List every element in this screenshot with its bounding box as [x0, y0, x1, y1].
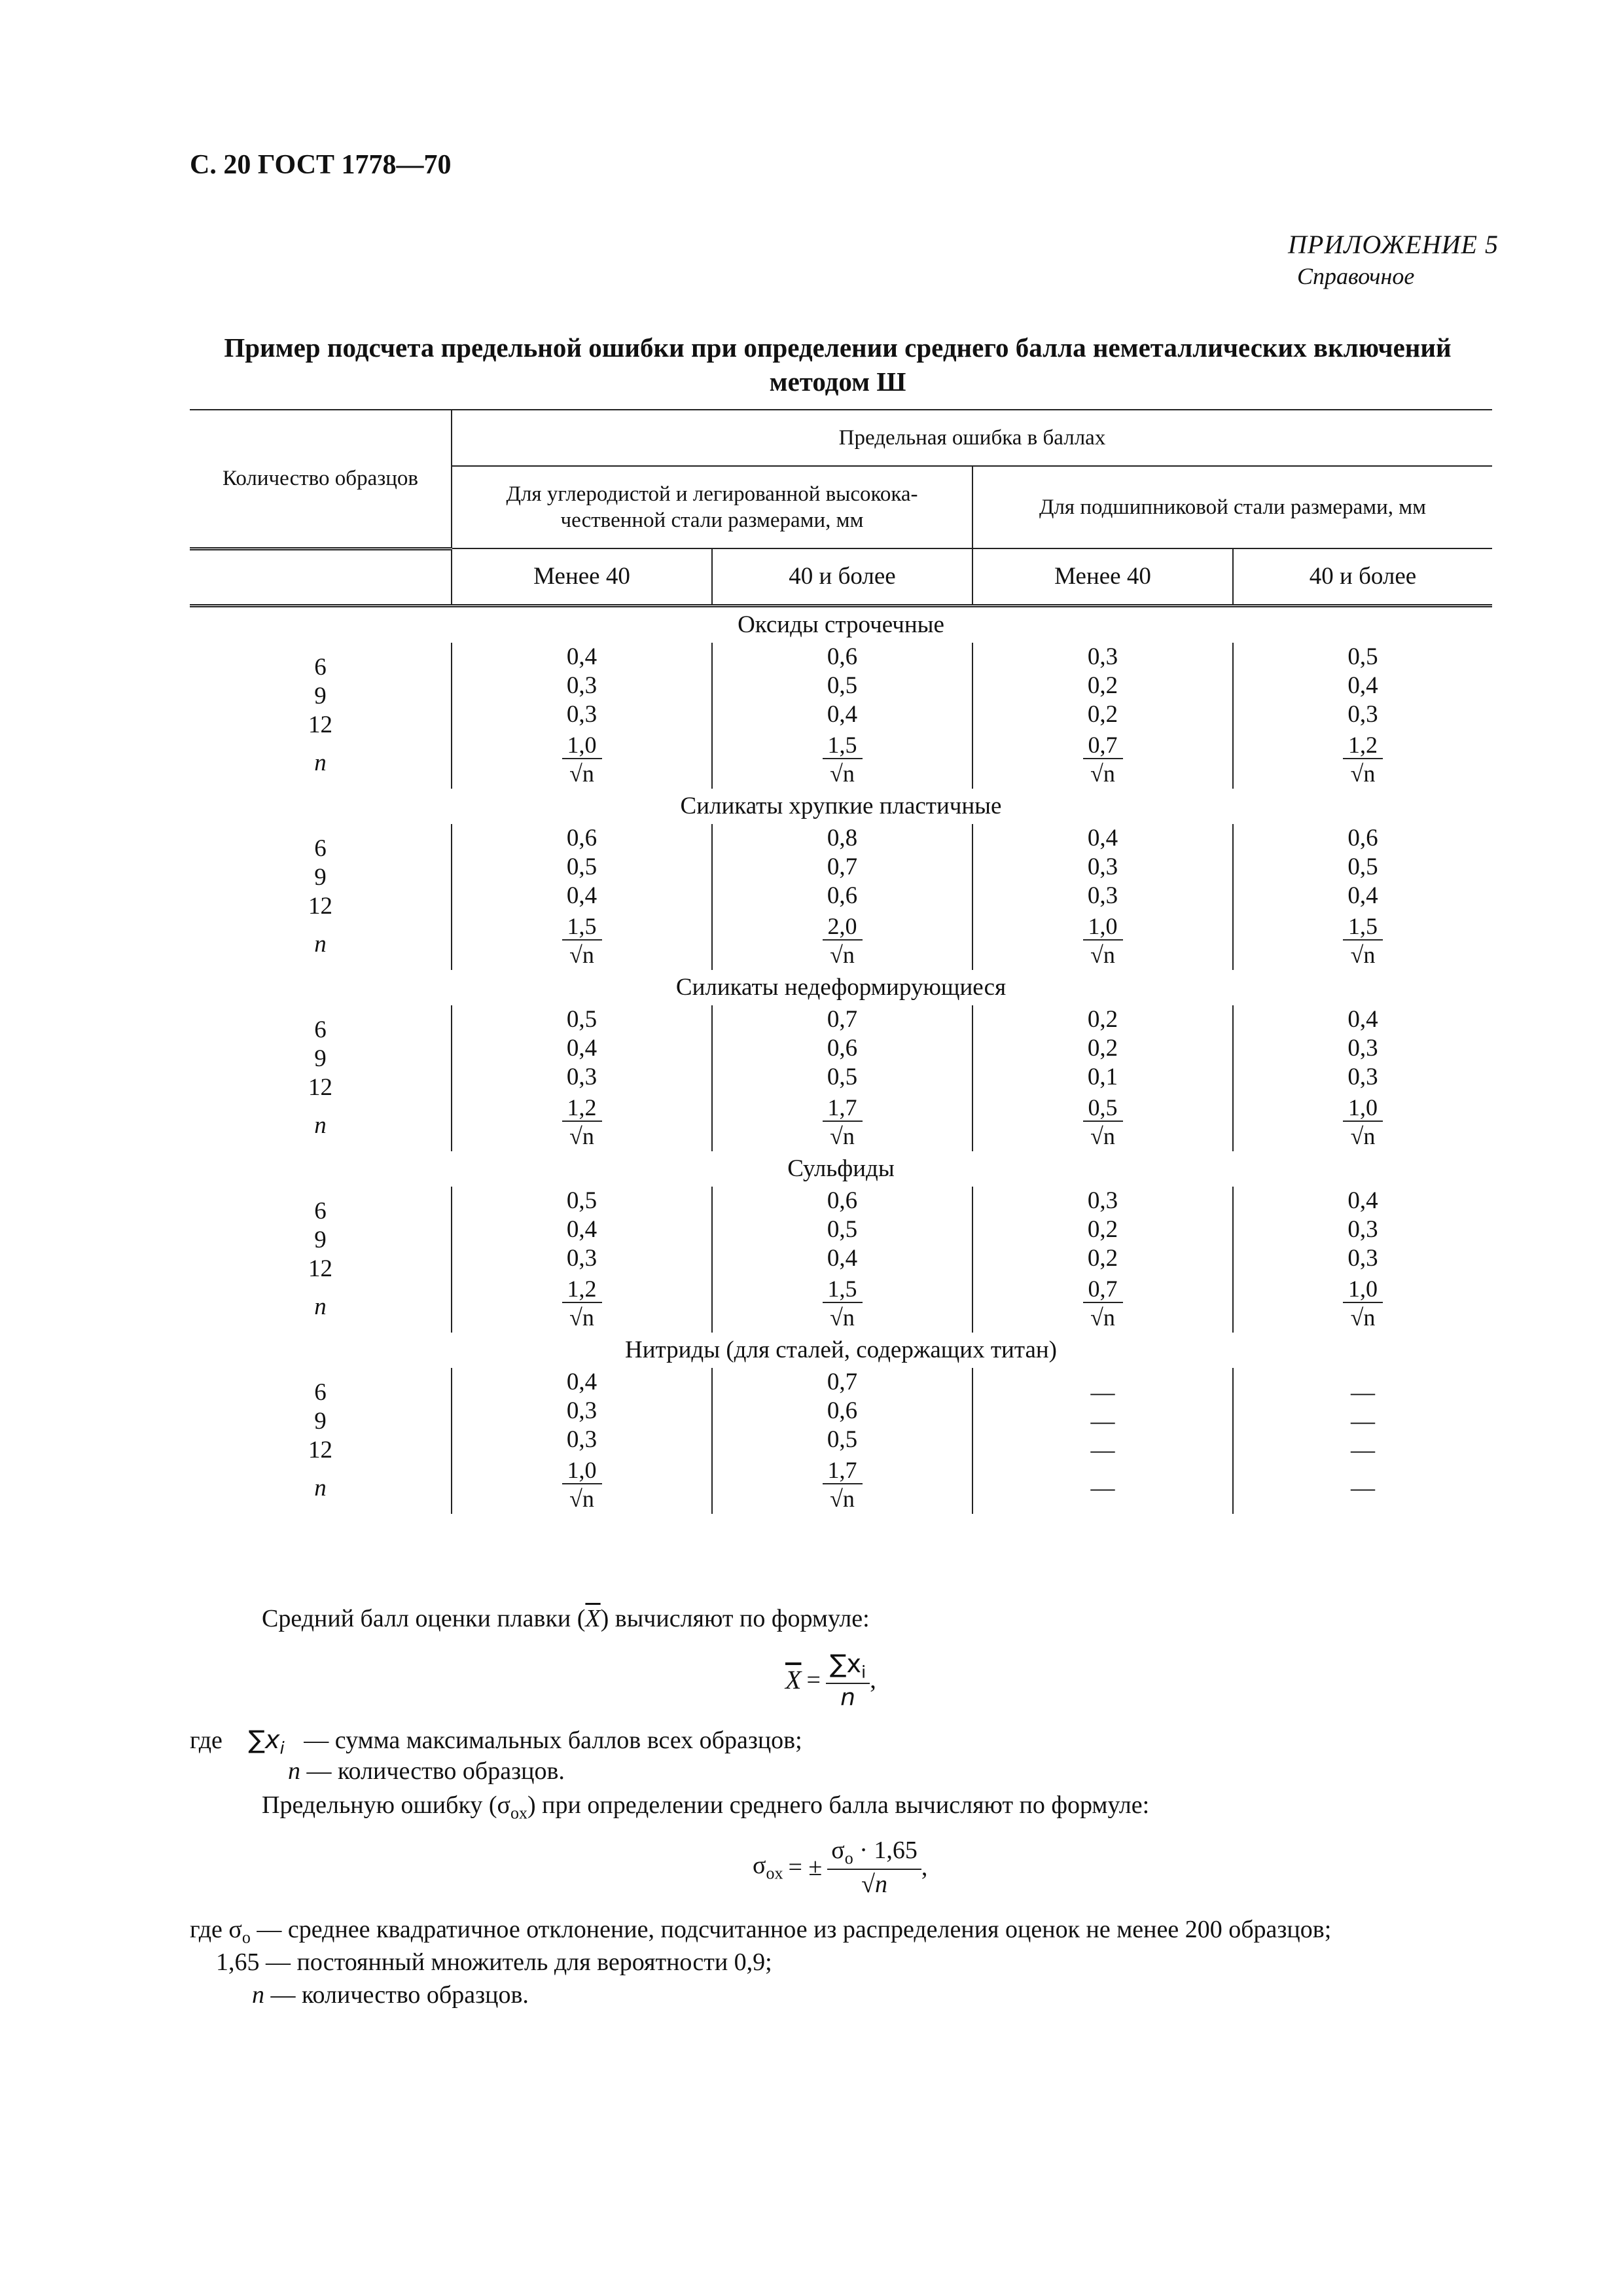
error-value: 0,6: [566, 824, 597, 852]
error-fraction: [1083, 1276, 1123, 1332]
fraction-numerator: 1,2: [562, 1276, 602, 1303]
header-limit-error: Предельная ошибка в баллах: [452, 410, 1492, 466]
fraction-denominator: √n: [1350, 1304, 1376, 1331]
error-value: 0,3: [1347, 1063, 1378, 1090]
fraction-denominator: √n: [569, 1122, 594, 1149]
error-value: 0,4: [566, 1034, 597, 1062]
empty-dash: —: [1090, 1475, 1115, 1501]
p1-start: Средний балл оценки плавки (: [262, 1605, 586, 1632]
error-fraction: [1343, 1276, 1383, 1332]
n-label: n: [314, 1112, 327, 1139]
fraction-denominator: √n: [830, 1304, 855, 1331]
error-fraction: [1083, 913, 1123, 969]
error-fraction: [562, 1457, 602, 1513]
empty-dash: —: [1351, 1475, 1375, 1501]
fraction-denominator: √n: [1350, 1122, 1376, 1149]
appendix-note: Справочное: [1297, 263, 1415, 289]
error-value: 0,4: [566, 643, 597, 670]
fraction-denominator: √n: [830, 941, 855, 968]
fraction-denominator: √n: [830, 1485, 855, 1512]
error-fraction: [823, 1094, 863, 1151]
section-title: Нитриды (для сталей, содержащих титан): [624, 1336, 1057, 1363]
where1-sub: i: [279, 1738, 285, 1759]
header-bearing-steel: Для подшипниковой стали размерами, мм: [972, 466, 1492, 548]
count-cell: [190, 1368, 452, 1514]
f1-sub: i: [861, 1662, 866, 1683]
error-value: —: [1090, 1437, 1115, 1463]
error-value: 0,6: [827, 643, 858, 670]
fraction-denominator: √n: [1090, 941, 1115, 968]
title-line-1: Пример подсчета предельной ошибки при определении среднего балла неметаллических включений: [224, 332, 1452, 363]
paragraph-limit-error: [262, 1790, 1149, 1829]
section-title: Сульфиды: [787, 1155, 895, 1182]
error-value: 0,4: [566, 1368, 597, 1395]
sample-count: 12: [308, 1437, 332, 1463]
section-title: Силикаты недеформирующиеся: [675, 974, 1007, 1001]
f2-num-sub: o: [844, 1848, 853, 1868]
error-value: 0,3: [1087, 1187, 1118, 1214]
error-fraction: [1343, 1094, 1383, 1151]
error-value: 0,3: [566, 672, 597, 699]
error-fraction: [823, 1276, 863, 1332]
where1-n-desc: — количество образцов.: [306, 1757, 565, 1785]
error-value: 0,5: [1347, 643, 1378, 670]
error-value: 0,3: [566, 1063, 597, 1090]
subheader-1: Менее 40: [452, 548, 712, 605]
error-value: 0,4: [566, 882, 597, 909]
value-cell: [452, 643, 712, 789]
count-cell: [190, 1005, 452, 1151]
n-label: n: [314, 1475, 327, 1501]
section-title: Оксиды строчечные: [738, 611, 944, 638]
appendix-number: ПРИЛОЖЕНИЕ 5: [1288, 230, 1499, 259]
where1-n: n: [288, 1757, 300, 1785]
error-value: 0,3: [566, 1426, 597, 1453]
where1-sym: ∑x: [248, 1725, 280, 1754]
sample-count: 6: [314, 654, 327, 681]
sample-count: 6: [314, 1016, 327, 1043]
fraction-denominator: √n: [569, 1485, 594, 1512]
count-cell: [190, 1187, 452, 1333]
sample-count: 6: [314, 1198, 327, 1225]
value-cell: [712, 824, 972, 970]
where1-desc: — сумма максимальных баллов всех образцов;: [304, 1727, 802, 1754]
error-value: 0,7: [827, 1368, 858, 1395]
count-cell: [190, 824, 452, 970]
table-row: [190, 1187, 1492, 1333]
value-cell: [972, 1005, 1233, 1151]
fraction-denominator: √n: [1350, 941, 1376, 968]
f2-den: √n: [861, 1870, 888, 1898]
error-fraction: [562, 1094, 602, 1151]
value-cell: [452, 1368, 712, 1514]
fraction-numerator: 0,5: [1083, 1094, 1123, 1122]
error-value: 0,3: [1347, 1244, 1378, 1272]
title-line-2: методом Ш: [769, 367, 906, 397]
fraction-numerator: 1,5: [562, 913, 602, 941]
error-value: 0,8: [827, 824, 858, 852]
value-cell: [1233, 643, 1492, 789]
error-fraction: [823, 732, 863, 788]
f2-num: σ: [831, 1837, 845, 1864]
value-cell: [972, 1368, 1233, 1514]
fraction-denominator: √n: [569, 1304, 594, 1331]
fraction-denominator: √n: [569, 941, 594, 968]
f2-lhs-sub: ox: [766, 1863, 783, 1883]
where2-pre: где σ: [190, 1916, 242, 1943]
sample-count: 9: [314, 1045, 327, 1072]
error-value: 0,3: [1347, 1034, 1378, 1062]
error-fraction: [1343, 913, 1383, 969]
value-cell: [712, 643, 972, 789]
where-n: [288, 1756, 565, 1786]
where-constant: 1,65 — постоянный множитель для вероятности 0,9;: [216, 1948, 772, 1976]
f2-num-rest: · 1,65: [859, 1837, 918, 1864]
fraction-numerator: 2,0: [823, 913, 863, 941]
f2-lhs: σ: [753, 1852, 766, 1879]
error-value: 0,5: [827, 1063, 858, 1090]
fraction-denominator: √n: [1350, 760, 1376, 787]
error-value: 0,5: [827, 672, 858, 699]
error-value: 0,4: [566, 1215, 597, 1243]
p1-end: ) вычисляют по формуле:: [600, 1605, 870, 1632]
value-cell: [972, 1187, 1233, 1333]
table-row: [190, 1368, 1492, 1514]
fraction-numerator: 1,0: [1343, 1276, 1383, 1303]
error-value: 0,3: [566, 700, 597, 728]
fraction-numerator: 1,2: [1343, 732, 1383, 759]
where1-pre: где: [190, 1727, 223, 1754]
n-label: n: [314, 749, 327, 776]
error-fraction: [1083, 1094, 1123, 1151]
fraction-numerator: 1,5: [1343, 913, 1383, 941]
subheader-2: 40 и более: [712, 548, 972, 605]
value-cell: [1233, 1368, 1492, 1514]
value-cell: [972, 643, 1233, 789]
value-cell: [1233, 824, 1492, 970]
fraction-numerator: 0,7: [1083, 1276, 1123, 1303]
p2-start: Предельную ошибку (σ: [262, 1791, 511, 1819]
error-value: 0,4: [1347, 1187, 1378, 1214]
f1-den: n: [840, 1683, 855, 1711]
error-value: 0,3: [1087, 882, 1118, 909]
p1-var: $\overline{X}$: [585, 1605, 601, 1632]
n-label: n: [314, 1293, 327, 1320]
value-cell: [712, 1368, 972, 1514]
error-value: 0,1: [1087, 1063, 1118, 1090]
error-value: —: [1090, 1379, 1115, 1406]
formula-mean: $\overline{X}$ = $\frac{\sum x_i}{n}$ ,: [785, 1649, 876, 1711]
where2-n-desc: — количество образцов.: [270, 1981, 529, 2009]
f1-lhs: $\overline{X}$: [785, 1665, 802, 1695]
error-value: 0,5: [566, 853, 597, 880]
fraction-denominator: √n: [830, 1122, 855, 1149]
page-header: С. 20 ГОСТ 1778—70: [190, 150, 452, 180]
sample-count: 12: [308, 711, 332, 738]
appendix-label: [1288, 229, 1499, 290]
p2-end: ) при определении среднего балла вычисляют по формуле:: [527, 1791, 1150, 1819]
header-carbon-steel: Для углеродистой и легированной высокока- чественной стали размерами, мм: [452, 466, 972, 548]
header-empty: [190, 548, 452, 605]
error-value: 0,3: [1347, 700, 1378, 728]
value-cell: [452, 824, 712, 970]
value-cell: [1233, 1187, 1492, 1333]
paragraph-mean: [262, 1604, 870, 1634]
error-value: 0,2: [1087, 1005, 1118, 1033]
error-fraction: [1083, 732, 1123, 788]
sample-count: 12: [308, 1074, 332, 1101]
table-row: [190, 824, 1492, 970]
sample-count: 6: [314, 1379, 327, 1406]
error-value: 0,3: [566, 1397, 597, 1424]
value-cell: [972, 824, 1233, 970]
subheader-3: Менее 40: [972, 548, 1233, 605]
error-value: —: [1351, 1437, 1375, 1463]
fraction-numerator: 1,0: [1083, 913, 1123, 941]
error-value: 0,5: [827, 1426, 858, 1453]
fraction-numerator: 1,0: [562, 732, 602, 759]
error-value: —: [1351, 1379, 1375, 1406]
sample-count: 9: [314, 864, 327, 891]
fraction-numerator: 1,2: [562, 1094, 602, 1122]
error-fraction: [562, 1276, 602, 1332]
inclusion-error-table: [190, 409, 1492, 1514]
error-value: 0,4: [827, 1244, 858, 1272]
where2-desc: — среднее квадратичное отклонение, подсчитанное из распределения оценок не менее 200 образцов;: [257, 1916, 1332, 1943]
error-fraction: [562, 913, 602, 969]
subheader-4: 40 и более: [1233, 548, 1492, 605]
fraction-denominator: √n: [1090, 1122, 1115, 1149]
table-row: [190, 643, 1492, 789]
error-value: 0,4: [1087, 824, 1118, 852]
error-value: —: [1351, 1408, 1375, 1435]
formula-limit-error: $\sigma_{ox}$ = ± $\frac{\sigma_o \cdot 1,65}{√n}$ ,: [753, 1837, 928, 1898]
error-value: 0,5: [827, 1215, 858, 1243]
error-value: 0,2: [1087, 1244, 1118, 1272]
value-cell: [1233, 1005, 1492, 1151]
fraction-denominator: √n: [830, 760, 855, 787]
header-count: Количество образцов: [190, 410, 452, 548]
error-fraction: [1343, 732, 1383, 788]
section-title: Силикаты хрупкие пластичные: [680, 793, 1002, 819]
error-value: 0,6: [827, 882, 858, 909]
where-n-2: [252, 1980, 529, 2010]
fraction-numerator: 1,0: [562, 1457, 602, 1484]
error-value: 0,3: [566, 1244, 597, 1272]
error-value: 0,2: [1087, 1215, 1118, 1243]
error-fraction: [823, 1457, 863, 1513]
sample-count: 9: [314, 1408, 327, 1435]
fraction-denominator: √n: [1090, 760, 1115, 787]
count-cell: [190, 643, 452, 789]
sample-count: 9: [314, 683, 327, 709]
error-value: 0,3: [1087, 643, 1118, 670]
error-value: —: [1090, 1408, 1115, 1435]
sample-count: 9: [314, 1227, 327, 1253]
value-cell: [452, 1187, 712, 1333]
value-cell: [712, 1187, 972, 1333]
error-value: 0,7: [827, 1005, 858, 1033]
error-value: 0,5: [1347, 853, 1378, 880]
fraction-numerator: 1,5: [823, 1276, 863, 1303]
sample-count: 12: [308, 893, 332, 920]
error-value: 0,6: [827, 1397, 858, 1424]
error-fraction: [823, 913, 863, 969]
error-fraction: [562, 732, 602, 788]
sample-count: 12: [308, 1255, 332, 1282]
fraction-numerator: 1,7: [823, 1457, 863, 1484]
table-row: [190, 1005, 1492, 1151]
error-value: 0,2: [1087, 672, 1118, 699]
error-value: 0,6: [1347, 824, 1378, 852]
error-value: 0,5: [566, 1005, 597, 1033]
where2-sub: o: [241, 1928, 251, 1947]
error-value: 0,4: [827, 700, 858, 728]
fraction-numerator: 1,0: [1343, 1094, 1383, 1122]
error-value: 0,3: [1347, 1215, 1378, 1243]
fraction-denominator: √n: [1090, 1304, 1115, 1331]
value-cell: [712, 1005, 972, 1151]
error-value: 0,6: [827, 1034, 858, 1062]
fraction-denominator: √n: [569, 760, 594, 787]
f2-eq: = ±: [788, 1853, 823, 1881]
sample-count: 6: [314, 835, 327, 862]
error-value: 0,4: [1347, 1005, 1378, 1033]
error-value: 0,4: [1347, 882, 1378, 909]
error-value: 0,6: [827, 1187, 858, 1214]
f1-num: ∑x: [829, 1649, 861, 1678]
fraction-numerator: 1,7: [823, 1094, 863, 1122]
error-value: 0,2: [1087, 700, 1118, 728]
value-cell: [452, 1005, 712, 1151]
error-value: 0,5: [566, 1187, 597, 1214]
error-value: 0,7: [827, 853, 858, 880]
error-value: 0,3: [1087, 853, 1118, 880]
fraction-numerator: 0,7: [1083, 732, 1123, 759]
fraction-numerator: 1,5: [823, 732, 863, 759]
n-label: n: [314, 931, 327, 958]
error-value: 0,2: [1087, 1034, 1118, 1062]
p2-sub: ox: [510, 1803, 528, 1823]
error-value: 0,4: [1347, 672, 1378, 699]
where2-n: n: [252, 1981, 264, 2009]
table-title: [183, 331, 1492, 399]
